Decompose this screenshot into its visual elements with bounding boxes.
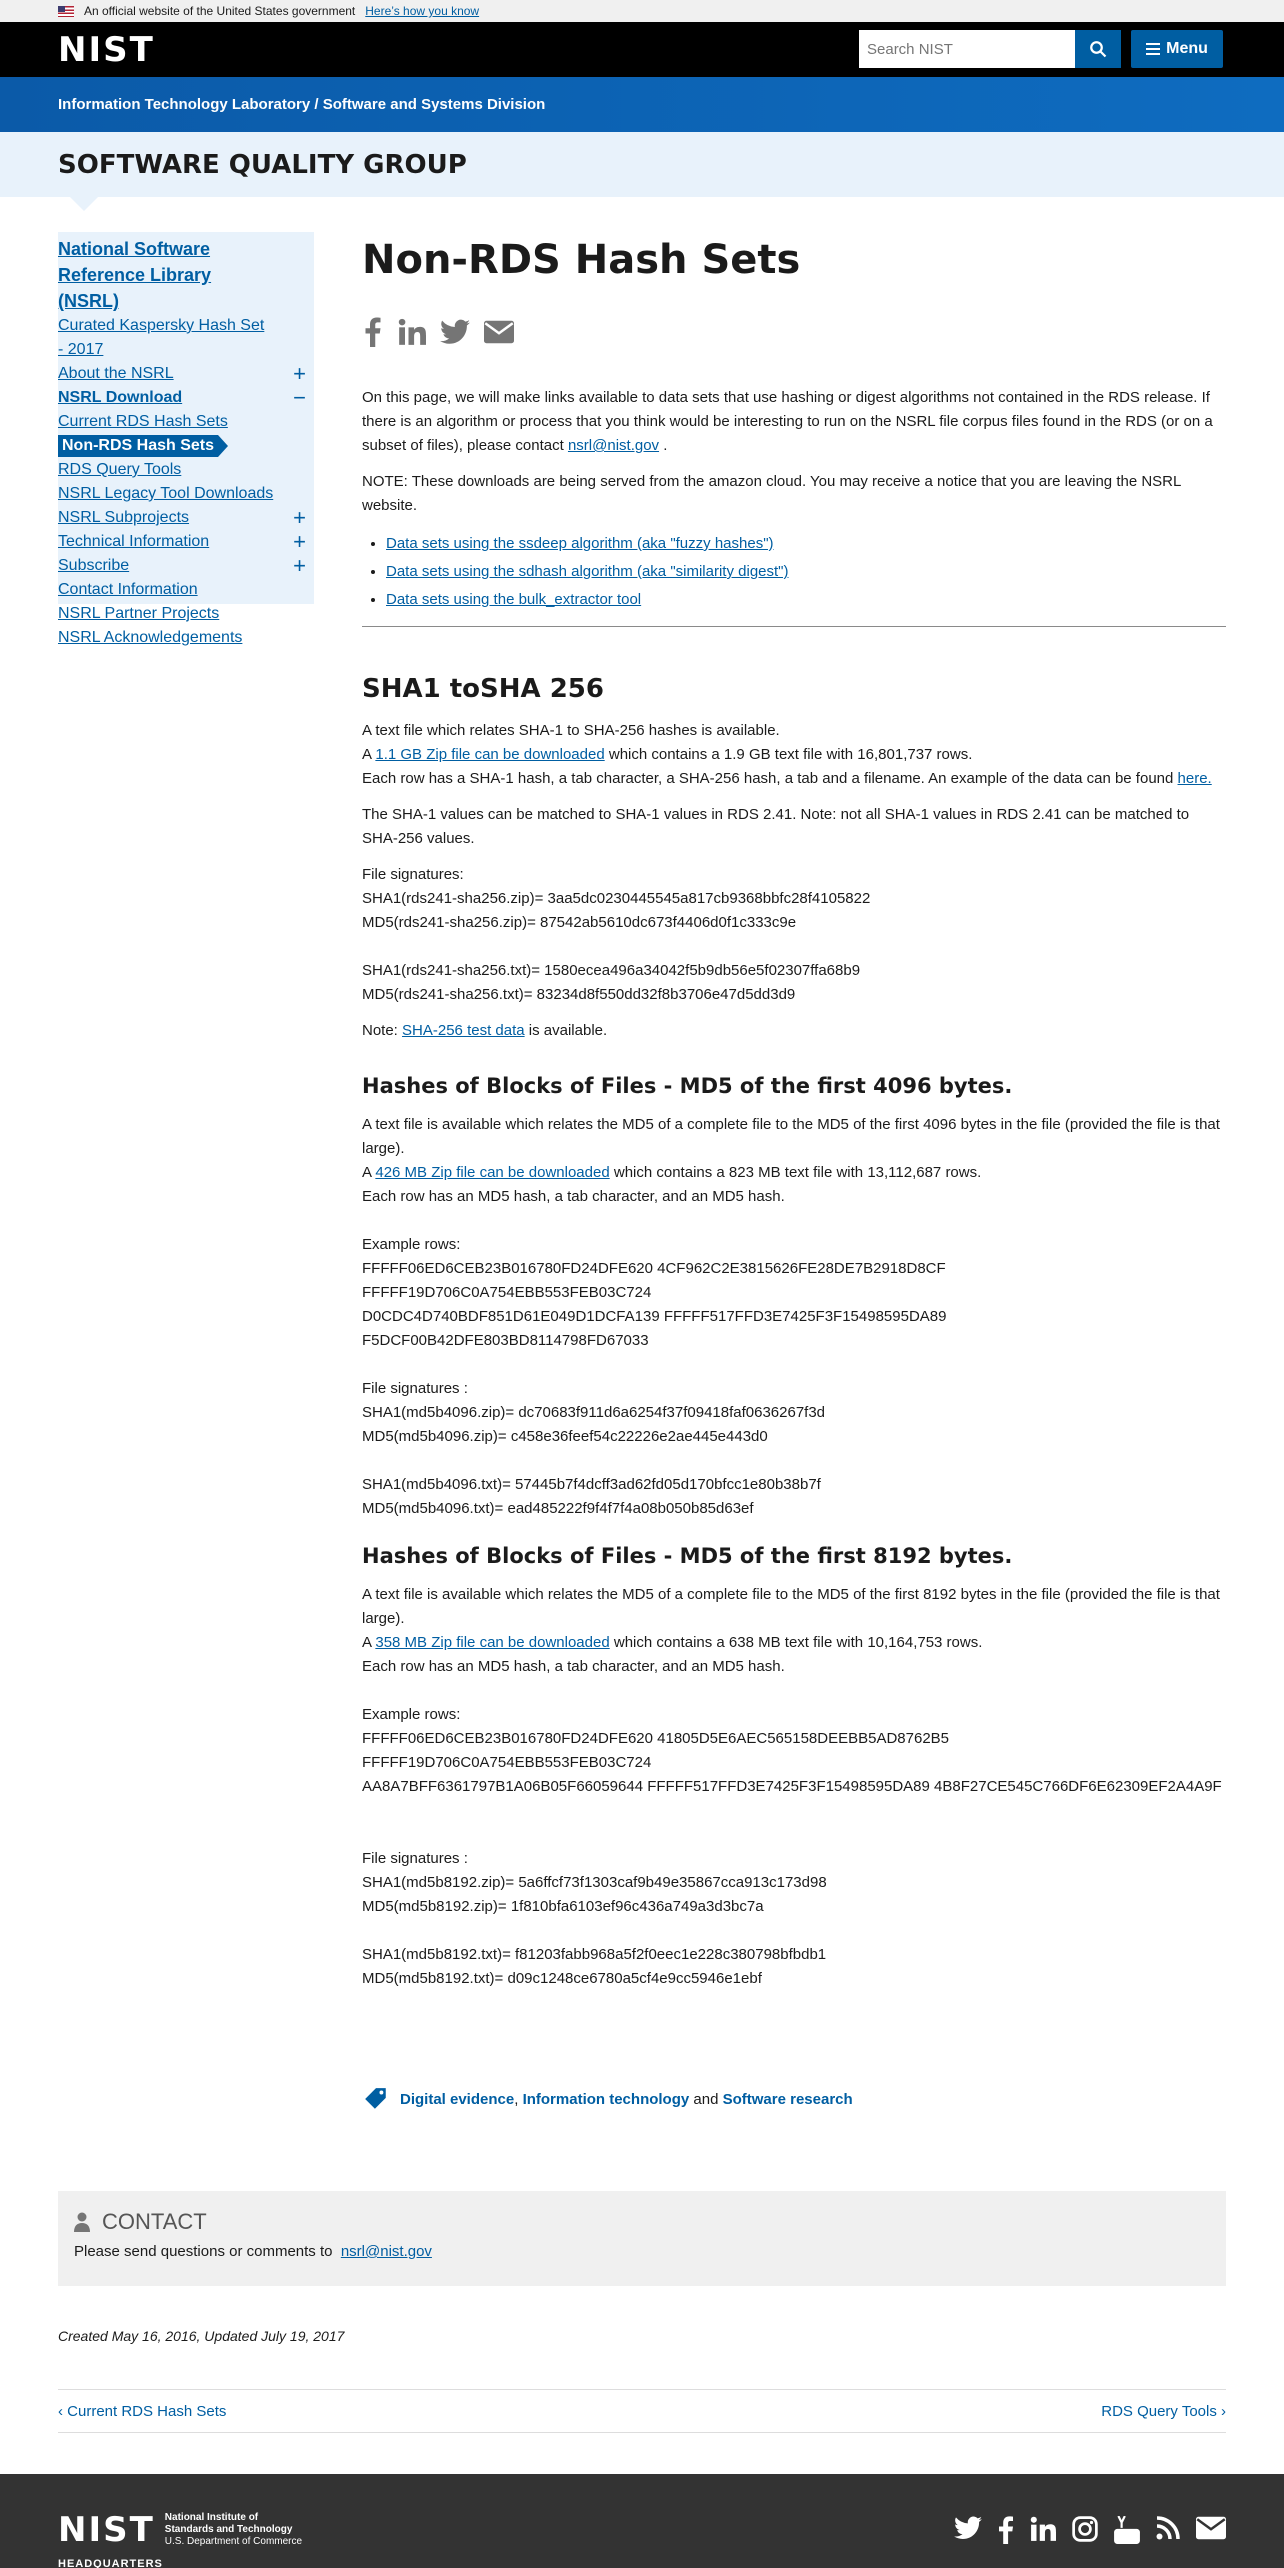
dataset-links-list — [386, 530, 1226, 614]
social-links — [954, 2516, 1226, 2544]
email-icon[interactable] — [1196, 2516, 1226, 2540]
tag-icon — [362, 2086, 390, 2112]
text: A — [362, 746, 372, 763]
md5-8192-sig-2: MD5(md5b8192.zip)= 1f810bfa6103ef96c436a749a3d3bc7a — [362, 1898, 764, 1915]
facebook-icon[interactable] — [998, 2516, 1014, 2544]
sidebar-item-non-rds-active[interactable]: Non-RDS Hash Sets — [58, 435, 218, 457]
md5-4096-download-link[interactable]: 426 MB Zip file can be downloaded — [375, 1164, 610, 1181]
sidebar-item-label: Curated Kaspersky Hash Set - 2017 — [58, 317, 265, 358]
text: Note: — [362, 1022, 398, 1039]
md5-8192-sig-4: MD5(md5b8192.txt)= d09c1248ce6780a5cf4e9cc5946e1ebf — [362, 1970, 762, 1987]
rss-icon[interactable] — [1156, 2516, 1180, 2540]
sha-section — [362, 671, 1226, 1043]
sidebar-title[interactable]: National Software Reference Library (NSRL) — [58, 239, 212, 311]
sidebar-item-label: NSRL Acknowledgements — [58, 629, 243, 646]
text: A — [362, 1164, 372, 1181]
md5-8192-heading: Hashes of Blocks of Files - MD5 of the first 8192 bytes. — [362, 1544, 1013, 1568]
expand-icon[interactable]: + — [293, 553, 306, 578]
bulk-extractor-link[interactable]: Data sets using the bulk_extractor tool — [386, 591, 642, 608]
list-item — [386, 586, 1226, 614]
org-line: Standards and Technology — [164, 2524, 293, 2535]
contact-title: CONTACT — [102, 2209, 207, 2234]
expand-icon[interactable]: + — [293, 529, 306, 554]
sha-sig-2: MD5(rds241-sha256.zip)= 87542ab5610dc673f4406d0f1c333c9e — [362, 914, 797, 931]
sidebar-item-label: NSRL Subprojects — [58, 509, 190, 526]
md5-4096-p1: A text file is available which relates the MD5 of a complete file to the MD5 of the first 4096 bytes in the file (provided the file is that large). — [362, 1116, 1220, 1157]
nist-logo[interactable]: NIST — [58, 29, 155, 70]
tag-information-technology[interactable]: Information technology — [522, 2090, 690, 2108]
sha-line-2 — [362, 743, 1226, 767]
footer-hq-label: HEADQUARTERS — [58, 2558, 163, 2568]
footer-org-name — [165, 2512, 302, 2548]
youtube-icon[interactable] — [1114, 2516, 1140, 2544]
text: A — [362, 1634, 372, 1651]
sidebar-item-label: NSRL Download — [58, 389, 183, 406]
instagram-icon[interactable] — [1072, 2516, 1098, 2542]
text: is available. — [528, 1022, 608, 1039]
contact-title-row — [74, 2209, 1210, 2235]
md5-8192-example-2: AA8A7BFF6361797B1A06B05F66059644 FFFFF517FFD3E7425F3F15498595DA89 4B8F27CE545C766DF6E62309EF2A4A9F — [362, 1778, 1222, 1795]
tag-digital-evidence[interactable]: Digital evidence — [400, 2090, 515, 2108]
sidebar-item-label: Current RDS Hash Sets — [58, 413, 228, 430]
sha-zip-download-link[interactable]: 1.1 GB Zip file can be downloaded — [375, 746, 605, 763]
sdhash-link[interactable]: Data sets using the sdhash algorithm (aka "similarity digest") — [386, 563, 789, 580]
contact-box — [58, 2191, 1226, 2286]
note-paragraph: NOTE: These downloads are being served from the amazon cloud. You may receive a notice that you are leaving the NSRL website. — [362, 473, 1181, 514]
intro-email-link[interactable]: nsrl@nist.gov — [567, 437, 660, 454]
share-bar — [362, 312, 1226, 352]
sidebar-item-label: Technical Information — [58, 533, 210, 550]
us-flag-icon — [58, 6, 74, 17]
search-button[interactable] — [1075, 30, 1121, 68]
sidebar-item-label: Contact Information — [58, 581, 198, 598]
search-icon — [1089, 40, 1107, 58]
sidebar-item-kaspersky[interactable] — [58, 314, 314, 362]
sidebar-item-label: Subscribe — [58, 557, 130, 574]
md5-8192-line-3: Each row has an MD5 hash, a tab character, and an MD5 hash. — [362, 1658, 785, 1675]
site-footer — [0, 2474, 1284, 2568]
sha-sig-4: MD5(rds241-sha256.txt)= 83234d8f550dd32f8b3706e47d5dd3d9 — [362, 986, 796, 1003]
md5-4096-section — [362, 1071, 1226, 1521]
sha-line-1: A text file which relates SHA-1 to SHA-256 hashes is available. — [362, 722, 780, 739]
footer-logo-mark: NIST — [58, 2510, 155, 2550]
hamburger-icon — [1146, 43, 1160, 55]
contact-text-row — [74, 2243, 1210, 2260]
linkedin-icon[interactable] — [1030, 2516, 1056, 2542]
md5-4096-example-1: FFFFF06ED6CEB23B016780FD24DFE620 4CF962C2E3815626FE28DE7B2918D8CF FFFFF19D706C0A754EBB553FEB03C724 — [362, 1260, 946, 1301]
md5-4096-example-label: Example rows: — [362, 1236, 461, 1253]
group-title[interactable]: SOFTWARE QUALITY GROUP — [58, 149, 467, 180]
main-content — [362, 232, 1226, 1991]
tag-separator: , — [514, 2090, 519, 2108]
md5-4096-example-2: D0CDC4D740BDF851D61E049D1DCFA139 FFFFF517FFD3E7425F3F15498595DA89 F5DCF00B42DFE803BD8114798FD67033 — [362, 1308, 947, 1349]
sidebar-item-label: NSRL Legacy Tool Downloads — [58, 485, 274, 502]
sha-note — [362, 1019, 1226, 1043]
intro-end: . — [663, 437, 668, 454]
md5-4096-sig-1: SHA1(md5b4096.zip)= dc70683f911d6a6254f37f09418faf0636267f3d — [362, 1404, 826, 1421]
expand-icon[interactable]: + — [293, 505, 306, 530]
list-item — [386, 530, 1226, 558]
pager — [58, 2389, 1226, 2433]
md5-4096-sig-2: MD5(md5b4096.zip)= c458e36feef54c22226e2ae445e443d0 — [362, 1428, 768, 1445]
contact-email-link[interactable]: nsrl@nist.gov — [340, 2243, 432, 2260]
md5-8192-sig-1: SHA1(md5b8192.zip)= 5a6ffcf73f1303caf9b49e35867cca913c173d98 — [362, 1874, 827, 1891]
sha-sig-label: File signatures: — [362, 866, 464, 883]
text: which contains a 1.9 GB text file with 16,801,737 rows. — [608, 746, 973, 763]
sha-paragraph-2: The SHA-1 values can be matched to SHA-1 values in RDS 2.41. Note: not all SHA-1 values in RDS 2.41 can be matched to SHA-256 values. — [362, 806, 1190, 847]
intro-paragraph — [362, 386, 1226, 458]
sha-sig-3: SHA1(rds241-sha256.txt)= 1580ecea496a34042f5b9db56e5f02307ffa68b9 — [362, 962, 861, 979]
md5-8192-section — [362, 1541, 1226, 1991]
twitter-icon[interactable] — [954, 2516, 982, 2540]
ssdeep-link[interactable]: Data sets using the ssdeep algorithm (aka "fuzzy hashes") — [386, 535, 774, 552]
org-line: National Institute of — [164, 2512, 259, 2523]
sidebar-item-current-rds[interactable] — [58, 410, 314, 434]
sha-line-3 — [362, 767, 1226, 791]
breadcrumb — [0, 77, 1284, 132]
prev-page-link[interactable]: ‹ Current RDS Hash Sets — [58, 2402, 227, 2420]
sha-example-link[interactable]: here. — [1177, 770, 1212, 787]
md5-4096-line-3: Each row has an MD5 hash, a tab character, and an MD5 hash. — [362, 1188, 785, 1205]
md5-8192-sig-label: File signatures : — [362, 1850, 468, 1867]
md5-8192-download-link[interactable]: 358 MB Zip file can be downloaded — [375, 1634, 610, 1651]
sidebar-item-rds-query[interactable] — [58, 458, 314, 482]
md5-4096-sig-3: SHA1(md5b4096.txt)= 57445b7f4dcff3ad62fd05d170bfcc1e80b38b7f — [362, 1476, 821, 1493]
search-input[interactable] — [859, 30, 1075, 68]
expand-icon[interactable]: + — [293, 361, 306, 386]
sidebar-nav — [58, 232, 314, 646]
twitter-icon[interactable] — [440, 319, 470, 345]
sha-test-data-link[interactable]: SHA-256 test data — [402, 1022, 525, 1039]
sidebar-item-label: RDS Query Tools — [58, 461, 182, 478]
sidebar-item-label: About the NSRL — [58, 365, 174, 382]
md5-4096-heading: Hashes of Blocks of Files - MD5 of the first 4096 bytes. — [362, 1074, 1013, 1098]
sidebar-item-partners[interactable] — [58, 602, 314, 626]
collapse-icon[interactable]: − — [293, 385, 306, 410]
sidebar-item-download[interactable] — [58, 386, 314, 410]
gov-banner — [0, 0, 1284, 22]
org-line: U.S. Department of Commerce — [164, 2536, 303, 2547]
sha-sig-1: SHA1(rds241-sha256.zip)= 3aa5dc0230445545a817cb9368bbfc28f4105822 — [362, 890, 871, 907]
page-dates: Created May 16, 2016, Updated July 19, 2017 — [58, 2328, 345, 2344]
page-title: Non-RDS Hash Sets — [362, 237, 801, 283]
breadcrumb-text[interactable]: Information Technology Laboratory / Software and Systems Division — [58, 96, 546, 113]
gov-banner-text: An official website of the United States government — [84, 4, 356, 18]
contact-text: Please send questions or comments to — [74, 2243, 333, 2260]
next-page-link[interactable]: RDS Query Tools › — [1101, 2402, 1226, 2420]
divider — [362, 626, 1226, 627]
menu-button[interactable] — [1131, 30, 1223, 68]
text: which contains a 638 MB text file with 10,164,753 rows. — [613, 1634, 983, 1651]
group-title-bar — [0, 132, 1284, 197]
sidebar-item-about[interactable] — [58, 362, 314, 386]
md5-4096-line-2 — [362, 1161, 1226, 1185]
md5-8192-sig-3: SHA1(md5b8192.txt)= f81203fabb968a5f2f0eec1e228c380798bfbdb1 — [362, 1946, 827, 1963]
md5-8192-example-1: FFFFF06ED6CEB23B016780FD24DFE620 41805D5E6AEC565158DEEBB5AD8762B5 FFFFF19D706C0A754EBB553FEB03C724 — [362, 1730, 950, 1771]
sidebar-item-label: NSRL Partner Projects — [58, 605, 220, 622]
facebook-icon[interactable] — [362, 317, 384, 347]
text: which contains a 823 MB text file with 13,112,687 rows. — [613, 1164, 982, 1181]
search-form — [859, 30, 1121, 68]
sidebar-item-contact[interactable] — [58, 578, 314, 602]
md5-8192-line-2 — [362, 1631, 1226, 1655]
md5-8192-p1: A text file is available which relates the MD5 of a complete file to the MD5 of the first 8192 bytes in the file (provided the file is that large). — [362, 1586, 1220, 1627]
sidebar-item-technical[interactable] — [58, 530, 314, 554]
tag-software-research[interactable]: Software research — [722, 2090, 853, 2108]
email-icon[interactable] — [484, 320, 514, 344]
sidebar-item-subprojects[interactable] — [58, 506, 314, 530]
md5-4096-sig-4: MD5(md5b4096.txt)= ead485222f9f4f7f4a08b050b85d63ef — [362, 1500, 754, 1517]
text: Each row has a SHA-1 hash, a tab character, a SHA-256 hash, a tab and a filename. An example of the data can be found — [362, 770, 1174, 787]
gov-banner-link[interactable]: Here’s how you know — [365, 4, 480, 18]
md5-4096-sig-label: File signatures : — [362, 1380, 468, 1397]
md5-8192-example-label: Example rows: — [362, 1706, 461, 1723]
sidebar-item-acknowledgements[interactable] — [58, 626, 314, 650]
menu-label: Menu — [1166, 40, 1208, 57]
topic-tags — [362, 2086, 853, 2112]
linkedin-icon[interactable] — [398, 318, 426, 346]
sidebar-item-legacy-tools[interactable] — [58, 482, 314, 506]
site-header — [0, 22, 1284, 77]
sha-heading: SHA1 toSHA 256 — [362, 674, 604, 704]
intro-text: On this page, we will make links available to data sets that use hashing or digest algorithms not contained in the RDS release. If there is an algorithm or process that you think would be interesting to run on the NSRL file corpus files found in the RDS (or on a subset of files), please contact — [362, 389, 1213, 454]
sidebar-item-subscribe[interactable] — [58, 554, 314, 578]
tag-and: and — [693, 2090, 719, 2108]
person-icon — [74, 2212, 90, 2232]
list-item — [386, 558, 1226, 586]
